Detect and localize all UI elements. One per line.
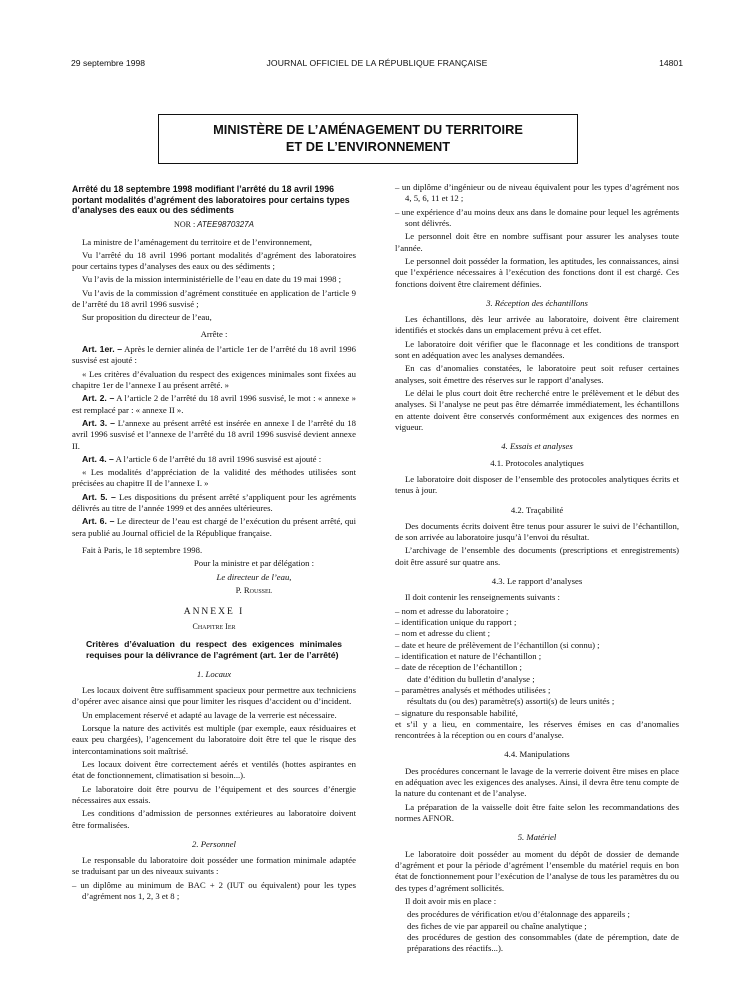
article-paragraph: [72, 492, 356, 515]
dash-marker: –: [395, 605, 402, 616]
body-paragraph: Le laboratoire doit disposer de l’ensemble des protocoles analytiques écrits et tenus à jour.: [395, 473, 679, 496]
list-item: des procédures de vérification et/ou d’étalonnage des appareils ;: [407, 909, 630, 920]
article-paragraph: [72, 418, 356, 452]
article-label: Art. 5. –: [82, 491, 116, 502]
body-paragraph: Les conditions d’admission de personnes extérieures au laboratoire doivent être formalisées.: [72, 808, 356, 830]
body-paragraph: Lorsque la nature des activités est multiple (par exemple, eaux résiduaires et eaux peu chargées), l’agencement du laboratoire doit être tel que le risque des intercontaminations soit maîtrisé.: [72, 723, 356, 756]
body-paragraph: En cas d’anomalies constatées, le laboratoire peut soit refuser certaines analyses, soit émettre des réserves sur le rapport d’analyses.: [395, 363, 679, 385]
fait-line: Fait à Paris, le 18 septembre 1998.: [82, 545, 203, 556]
dash-marker: –: [395, 662, 402, 673]
section-heading-materiel: 5. Matériel: [517, 832, 557, 843]
report-items-list: [395, 606, 679, 719]
arrete-heading: Arrête :: [200, 328, 228, 339]
list-item: – nom et adresse du laboratoire ;: [395, 605, 509, 616]
list-item: des fiches de vie par appareil ou chaîne analytique ;: [407, 920, 587, 931]
article-text: A l’article 2 de l’arrêté du 18 avril 1996 susvisé, le mot : « annexe » est remplacé par : « annexe II ».: [72, 393, 356, 415]
body-paragraph: Les locaux doivent être correctement aérés et ventilés (hottes aspirantes en état de fonctionnement, climatisation si besoin...).: [72, 758, 356, 781]
body-paragraph: Les locaux doivent être suffisamment spacieux pour permettre aux techniciens d’opérer avec aisance ainsi que pour limiter les risques d’accident ou d’incident.: [72, 685, 356, 707]
visa-paragraph: La ministre de l’aménagement du territoire et de l’environnement,: [82, 236, 312, 247]
body-paragraph: Des procédures concernant le lavage de la verrerie doivent être mises en place en adéquation avec les exigences des analyses. Ainsi, il devra être tenu compte de la nature du contenant et de l’analyse.: [395, 765, 679, 799]
body-paragraph: Il doit contenir les renseignements suivants :: [405, 592, 560, 603]
left-column: [72, 184, 356, 904]
page-header: [71, 58, 683, 70]
ministry-title-box: [158, 114, 578, 164]
article-text: Le directeur de l’eau est chargé de l’exécution du présent arrêté, qui sera publié au Journal officiel de la République française.: [72, 516, 357, 538]
body-paragraph: Le personnel doit posséder la formation, les aptitudes, les connaissances, ainsi que l’expérience nécessaires à l’exécution des fonctions dont il est chargé. Ces fonctions doivent être clairement définies.: [395, 255, 679, 289]
list-item: – un diplôme au minimum de BAC + 2 (IUT ou équivalent) pour les types d’agrément nos 1, 2, 3 et 8 ;: [72, 879, 356, 902]
subsection-heading-rapport: 4.3. Le rapport d’analyses: [491, 576, 583, 587]
body-paragraph: Le laboratoire doit posséder au moment du dépôt de dossier de demande d’agrément et pour la période d’agrément l’ensemble du matériel requis en bon état de fonctionnement pour l’exécution de l’analyse de tous les paramètres du ou des types d’agrément sollicités.: [395, 848, 679, 893]
nor-code: ATEE9870327A: [197, 220, 254, 230]
dash-marker: –: [395, 707, 402, 718]
article-paragraph: [72, 344, 356, 367]
body-paragraph: Le personnel doit être en nombre suffisant pour assurer les analyses toute l’année.: [395, 231, 679, 253]
body-paragraph: La préparation de la vaisselle doit être faite selon les recommandations des normes AFNOR.: [395, 801, 679, 823]
header-journal-title: JOURNAL OFFICIEL DE LA RÉPUBLIQUE FRANÇAISE: [266, 58, 488, 68]
article-paragraph: [72, 369, 356, 392]
subsection-heading-tracabilite: 4.2. Traçabilité: [510, 504, 564, 515]
ministry-title-line2: ET DE L’ENVIRONNEMENT: [285, 139, 451, 154]
list-item: – paramètres analysés et méthodes utilisées ;: [395, 684, 551, 695]
body-paragraph: Un emplacement réservé et adapté au lavage de la verrerie est nécessaire.: [82, 709, 337, 720]
body-paragraph: Il doit avoir mis en place :: [405, 895, 497, 906]
signature-line1: Pour la ministre et par délégation :: [193, 558, 315, 569]
article-text: Les dispositions du présent arrêté s’appliquent pour les agréments délivrés au titre de l’année 1999 et des années ultérieures.: [72, 491, 356, 514]
nor-reference: [72, 220, 356, 230]
list-item: des procédures de gestion des consommables (date de péremption, date de préparations des réactifs...).: [407, 931, 679, 954]
dash-marker: –: [395, 628, 402, 639]
body-paragraph: et s’il y a lieu, en commentaire, les réserves émises en cas d’anomalies rencontrées à la réception ou en cours d’analyse.: [395, 718, 679, 741]
article-text: « Les modalités d’appréciation de la validité des méthodes utilisées sont précisées au chapitre II de l’annexe I. »: [72, 467, 356, 489]
article-label: Art. 4. –: [82, 453, 114, 464]
visa-paragraph: Vu l’avis de la mission interministérielle de l’eau en date du 19 mai 1998 ;: [82, 274, 342, 285]
list-item: – une expérience d’au moins deux ans dans le domaine pour lequel les agréments sont délivrés.: [395, 206, 679, 228]
article-text: L’annexe au présent arrêté est insérée en annexe I de l’arrêté du 18 avril 1996 susvisé et l’annexe de l’arrêté du 18 avril 1996 susvisé devient annexe II.: [72, 417, 356, 451]
article-paragraph: [72, 516, 356, 539]
body-paragraph: Le responsable du laboratoire doit posséder une formation minimale adaptée se traduisant par un des niveaux suivants :: [72, 855, 356, 877]
article-paragraph: [72, 454, 356, 465]
list-item: – nom et adresse du client ;: [395, 628, 491, 639]
ministry-title-line1: MINISTÈRE DE L’AMÉNAGEMENT DU TERRITOIRE: [213, 122, 523, 138]
section-heading-locaux: 1. Locaux: [196, 668, 232, 679]
body-paragraph: Le laboratoire doit être pourvu de l’équipement et des sources d’énergie nécessaires aux essais.: [72, 783, 356, 805]
body-paragraph: Le délai le plus court doit être recherché entre le prélèvement et le début des analyses. Si l’analyse ne peut pas être démarrée immédiatement, les échantillons en attente doivent être conservés conformément aux exigences des normes en vigueur.: [395, 388, 679, 432]
article-label: Art. 1er. –: [82, 344, 123, 355]
body-paragraph: Le laboratoire doit vérifier que le flaconnage et les conditions de transport sont en adéquation avec les analyses demandées.: [395, 338, 679, 361]
body-paragraph: Des documents écrits doivent être tenus pour assurer le suivi de l’échantillon, de son arrivée au laboratoire jusqu’à l’envoi du résultat.: [395, 520, 679, 543]
dash-marker: –: [395, 639, 402, 650]
nor-label: NOR :: [174, 220, 196, 230]
article-label: Art. 3. –: [82, 417, 115, 428]
body-paragraph: Les échantillons, dès leur arrivée au laboratoire, doivent être clairement identifiés et stockés dans un emplacement prévu à cet effet.: [395, 314, 679, 336]
visa-paragraph: Vu l’arrêté du 18 avril 1996 portant modalités d’agrément des laboratoires pour certains types d’analyses des eaux ou des sédiments ;: [72, 249, 356, 272]
article-label: Art. 6. –: [82, 516, 115, 527]
section-heading-essais: 4. Essais et analyses: [501, 441, 573, 452]
list-item: – date de réception de l’échantillon ;: [395, 662, 522, 673]
section-heading-personnel: 2. Personnel: [192, 838, 236, 849]
article-text: Après le dernier alinéa de l’article 1er de l’arrêté du 18 avril 1996 susvisé est ajouté :: [72, 344, 356, 366]
dash-marker: –: [395, 650, 402, 661]
article-text: « Les critères d’évaluation du respect des exigences minimales sont fixées au chapitre 1er de l’annexe I au présent arrêté. »: [72, 368, 356, 390]
criteria-heading: Critères d’évaluation du respect des exigences minimales requises pour la délivrance de l’agrément (art. 1er de l’arrêté): [86, 639, 342, 660]
chapter-heading: Chapitre Ier: [192, 621, 236, 631]
list-item: – identification unique du rapport ;: [395, 617, 517, 627]
signature-block: [72, 558, 356, 596]
article-text: A l’article 6 de l’arrêté du 18 avril 1996 susvisé est ajouté :: [115, 453, 322, 464]
list-item: – identification et nature de l’échantillon ;: [395, 650, 542, 661]
article-paragraph: [72, 467, 356, 490]
subsection-heading-manipulations: 4.4. Manipulations: [504, 749, 570, 760]
dash-marker: –: [395, 684, 402, 695]
article-label: Art. 2. –: [82, 393, 115, 404]
section-heading-reception: 3. Réception des échantillons: [486, 297, 588, 308]
visa-paragraph: Sur proposition du directeur de l’eau,: [82, 312, 212, 323]
decree-title: Arrêté du 18 septembre 1998 modifiant l’arrêté du 18 avril 1996 portant modalités d’agrément des laboratoires pour certains types d’analyses des eaux ou des sédiments: [72, 184, 350, 216]
signature-name: P. Roussel: [235, 584, 273, 595]
subsection-heading-protocoles: 4.1. Protocoles analytiques: [490, 457, 584, 468]
dash-marker: –: [395, 617, 402, 627]
article-paragraph: [72, 393, 356, 416]
header-date: 29 septembre 1998: [71, 58, 146, 68]
list-item: – date et heure de prélèvement de l’échantillon (si connu) ;: [395, 639, 600, 650]
list-item: – un diplôme d’ingénieur ou de niveau équivalent pour les types d’agrément nos 4, 5, 6, 11 et 12 ;: [395, 182, 679, 204]
annexe-heading: ANNEXE I: [183, 607, 245, 618]
visa-paragraph: Vu l’avis de la commission d’agrément constituée en application de l’article 9 de l’arrêté du 18 avril 1996 susvisé ;: [72, 287, 356, 310]
list-item: – signature du responsable habilité,: [395, 707, 518, 718]
signature-line2: Le directeur de l’eau,: [216, 571, 292, 582]
body-paragraph: L’archivage de l’ensemble des documents (prescriptions et enregistrements) doit être assuré sur quatre ans.: [395, 545, 679, 567]
list-item: date d’édition du bulletin d’analyse ;: [407, 673, 535, 684]
header-page-number: 14801: [659, 58, 683, 68]
list-item: résultats du (ou des) paramètre(s) assorti(s) de leurs unités ;: [407, 696, 615, 707]
right-column: [395, 182, 679, 954]
